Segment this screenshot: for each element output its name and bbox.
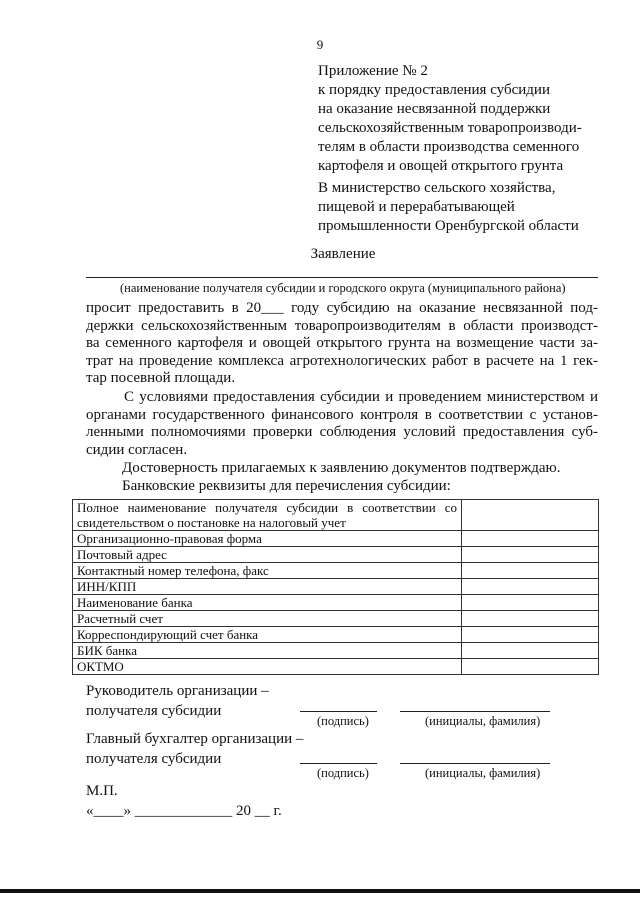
row-label: Организационно-правовая форма xyxy=(73,531,462,547)
head-signer-label xyxy=(86,681,269,721)
row-label: Полное наименование получателя субсидии в соответствии со свидетельством о постановке на налоговый учет xyxy=(73,500,462,531)
head-signature-line[interactable] xyxy=(300,711,377,712)
text-line: С условиями предоставления субсидии и проведением министерством и xyxy=(124,389,598,405)
row-label: Почтовый адрес xyxy=(73,547,462,563)
head-name-line[interactable] xyxy=(400,711,550,712)
addressee xyxy=(318,179,579,236)
annex-line: картофеля и овощей открытого грунта xyxy=(318,158,564,174)
row-value-cell[interactable] xyxy=(462,547,599,563)
row-label: Корреспондирующий счет банка xyxy=(73,627,462,643)
recipient-name-line xyxy=(86,277,598,278)
text-line: трат на проведение комплекса агротехнологических работ в расчете на 1 гек- xyxy=(86,352,598,369)
text-line: Достоверность прилагаемых к заявлению документов подтверждаю. xyxy=(122,460,561,476)
row-label: Расчетный счет xyxy=(73,611,462,627)
text-line: получателя субсидии xyxy=(86,703,222,719)
annex-line: на оказание несвязанной поддержки xyxy=(318,101,551,117)
annex-line: к порядку предоставления субсидии xyxy=(318,82,550,98)
text-line: Банковские реквизиты для перечисления субсидии: xyxy=(122,477,451,494)
row-value-cell[interactable] xyxy=(462,627,599,643)
row-label: Наименование банка xyxy=(73,595,462,611)
row-value-cell[interactable] xyxy=(462,611,599,627)
row-label: ИНН/КПП xyxy=(73,579,462,595)
text-line: Руководитель организации – xyxy=(86,683,269,699)
row-value-cell[interactable] xyxy=(462,643,599,659)
row-value-cell[interactable] xyxy=(462,500,599,531)
text-line: ва семенного картофеля и овощей открытого грунта на возмещение части за- xyxy=(86,335,598,351)
name-caption: (инициалы, фамилия) xyxy=(425,766,541,780)
confirmation-paragraph xyxy=(122,460,602,495)
text-line: тар посевной площади. xyxy=(86,370,236,386)
text-line: ленными полномочиями проверки соблюдения условий предоставления суб- xyxy=(86,424,598,440)
annex-line: телям в области производства семенного xyxy=(318,139,580,155)
addressee-line: В министерство сельского хозяйства, xyxy=(318,180,556,196)
row-label: ОКТМО xyxy=(73,659,462,675)
table-row xyxy=(73,563,599,579)
text-line: Главный бухгалтер организации – xyxy=(86,731,304,747)
annex-line: сельскохозяйственным товаропроизводи- xyxy=(318,120,582,136)
table-row xyxy=(73,500,599,531)
text-line: органами государственного финансового контроля в соответствии с установ- xyxy=(86,406,598,423)
text-line: просит предоставить в 20___ году субсидию на оказание несвязанной под- xyxy=(86,300,598,316)
row-value-cell[interactable] xyxy=(462,579,599,595)
addressee-line: пищевой и перерабатывающей xyxy=(318,199,515,215)
bank-details-table xyxy=(72,499,599,675)
table-row xyxy=(73,547,599,563)
row-value-cell[interactable] xyxy=(462,659,599,675)
text-line: сидии согласен. xyxy=(86,441,188,458)
row-label: БИК банка xyxy=(73,643,462,659)
page-number: 9 xyxy=(316,37,324,52)
conditions-paragraph xyxy=(86,389,598,459)
table-row xyxy=(73,643,599,659)
addressee-line: промышленности Оренбургской области xyxy=(318,218,579,234)
table-row xyxy=(73,659,599,675)
table-row xyxy=(73,627,599,643)
row-label: Контактный номер телефона, факс xyxy=(73,563,462,579)
annex-header xyxy=(318,62,582,176)
accountant-name-line[interactable] xyxy=(400,763,550,764)
stamp-placeholder: М.П. xyxy=(86,783,118,799)
row-value-cell[interactable] xyxy=(462,531,599,547)
annex-line: Приложение № 2 xyxy=(318,63,428,79)
row-value-cell[interactable] xyxy=(462,563,599,579)
accountant-signer-label xyxy=(86,729,303,769)
bottom-border xyxy=(0,889,640,893)
table-row xyxy=(73,579,599,595)
name-caption: (инициалы, фамилия) xyxy=(425,714,541,728)
document-title: Заявление xyxy=(310,246,376,262)
table-row xyxy=(73,531,599,547)
date-line: «____» _____________ 20 __ г. xyxy=(86,803,282,819)
request-paragraph xyxy=(86,300,598,388)
text-line: держки сельскохозяйственным товаропроизводителям в области производст- xyxy=(86,317,598,334)
table-row xyxy=(73,611,599,627)
table-row xyxy=(73,595,599,611)
accountant-signature-line[interactable] xyxy=(300,763,377,764)
recipient-caption: (наименование получателя субсидии и городского округа (муниципального района) xyxy=(120,281,566,295)
row-value-cell[interactable] xyxy=(462,595,599,611)
signature-caption: (подпись) xyxy=(317,766,369,780)
text-line: получателя субсидии xyxy=(86,751,222,767)
signature-caption: (подпись) xyxy=(317,714,369,728)
